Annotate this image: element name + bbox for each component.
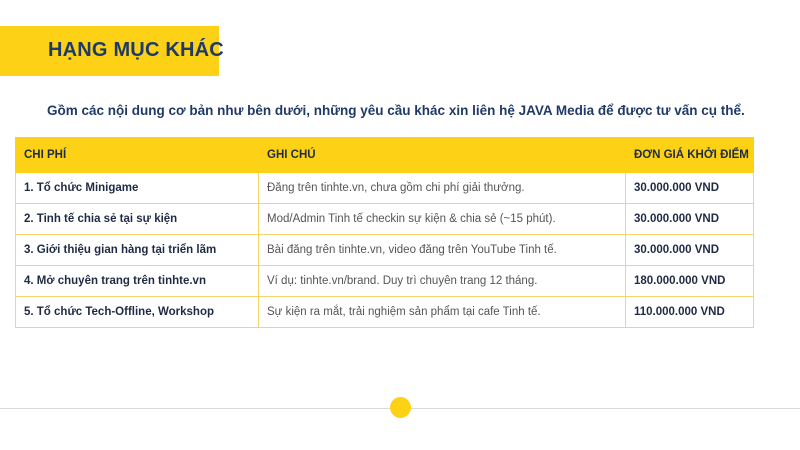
header-note: GHI CHÚ <box>259 138 626 173</box>
header-price: ĐƠN GIÁ KHỞI ĐIỂM <box>626 138 754 173</box>
table-header-row <box>16 138 754 173</box>
header-cost: CHI PHÍ <box>16 138 259 173</box>
row-price: 30.000.000 VND <box>626 204 754 235</box>
row-price: 110.000.000 VND <box>626 297 754 328</box>
row-cost: 3. Giới thiệu gian hàng tại triển lãm <box>16 235 259 266</box>
row-cost: 2. Tinh tế chia sẻ tại sự kiện <box>16 204 259 235</box>
row-price: 180.000.000 VND <box>626 266 754 297</box>
intro-text: Gồm các nội dung cơ bản như bên dưới, những yêu cầu khác xin liên hệ JAVA Media để được tư vấn cụ thể. <box>47 103 745 118</box>
footer-dot-icon <box>390 397 411 418</box>
row-cost: 5. Tổ chức Tech-Offline, Workshop <box>16 297 259 328</box>
row-note: Sự kiện ra mắt, trải nghiệm sản phẩm tại cafe Tinh tế. <box>259 297 626 328</box>
table-row <box>16 204 754 235</box>
table-row <box>16 173 754 204</box>
row-note: Ví dụ: tinhte.vn/brand. Duy trì chuyên trang 12 tháng. <box>259 266 626 297</box>
row-note: Bài đăng trên tinhte.vn, video đăng trên YouTube Tinh tế. <box>259 235 626 266</box>
row-cost: 4. Mở chuyên trang trên tinhte.vn <box>16 266 259 297</box>
table-row <box>16 235 754 266</box>
page-title: HẠNG MỤC KHÁC <box>48 39 224 61</box>
row-price: 30.000.000 VND <box>626 235 754 266</box>
table-row <box>16 266 754 297</box>
row-cost: 1. Tổ chức Minigame <box>16 173 259 204</box>
row-note: Mod/Admin Tinh tế checkin sự kiện & chia sẻ (~15 phút). <box>259 204 626 235</box>
table-row <box>16 297 754 328</box>
row-price: 30.000.000 VND <box>626 173 754 204</box>
pricing-table <box>15 137 754 328</box>
row-note: Đăng trên tinhte.vn, chưa gồm chi phí giải thưởng. <box>259 173 626 204</box>
